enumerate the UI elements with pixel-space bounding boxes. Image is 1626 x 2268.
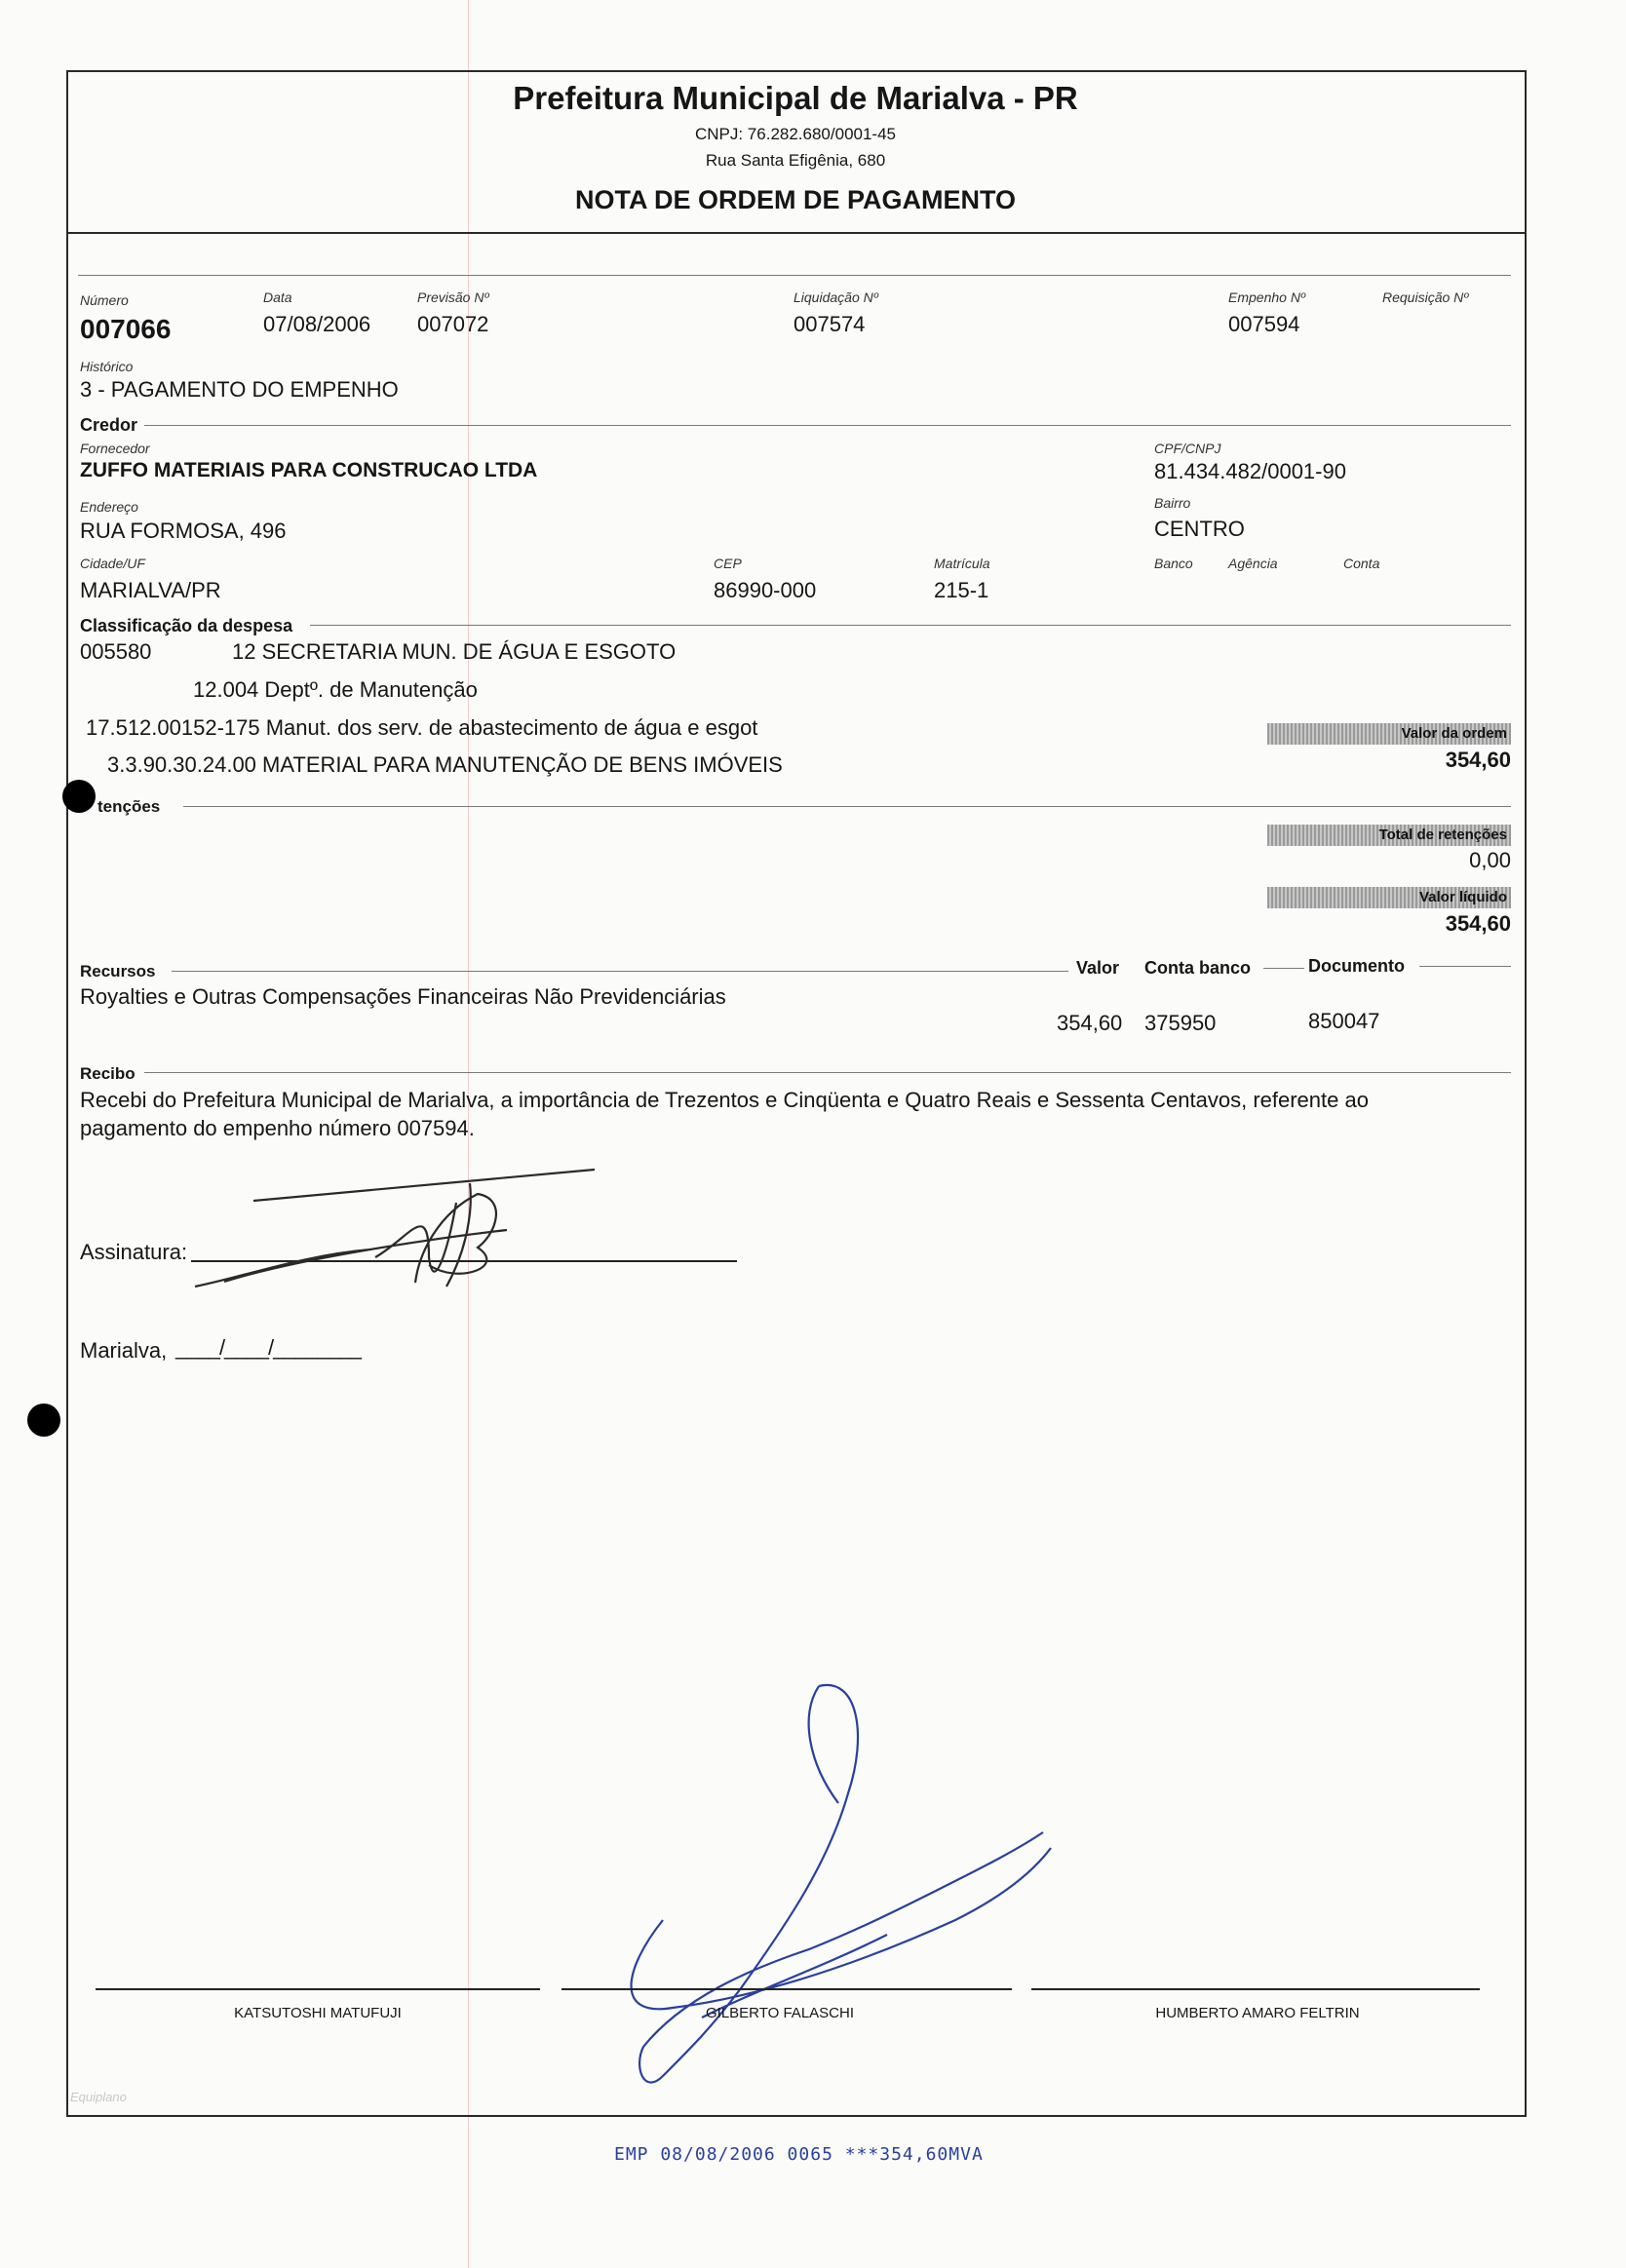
historico-label: Histórico: [80, 359, 134, 374]
recibo-text-line1: Recebi do Prefeitura Municipal de Marialva, a importância de Trezentos e Cinqüenta e Quatro Reais e Sessenta Centavos, referente ao: [80, 1088, 1369, 1112]
recibo-divider: [144, 1072, 1511, 1073]
agencia-label: Agência: [1228, 556, 1278, 571]
punch-hole-mark: [62, 780, 96, 813]
previsao-value: 007072: [417, 312, 489, 336]
municipality-title: Prefeitura Municipal de Marialva - PR: [513, 80, 1078, 116]
recursos-divider: [172, 971, 1068, 972]
previsao-label: Previsão Nº: [417, 289, 489, 305]
recursos-conta-label: Conta banco: [1144, 958, 1252, 978]
local-label: Marialva,: [80, 1338, 168, 1363]
recursos-documento-label: Documento: [1308, 956, 1405, 976]
ids-divider: [78, 275, 1511, 276]
punch-hole-mark-2: [27, 1403, 60, 1437]
data-value: 07/08/2006: [263, 312, 371, 336]
conta-label: Conta: [1343, 556, 1380, 571]
recursos-documento: 850047: [1308, 1009, 1380, 1033]
recursos-valor: 354,60: [1057, 1011, 1123, 1035]
numero-label: Número: [80, 292, 129, 308]
empenho-label: Empenho Nº: [1228, 289, 1306, 305]
classificacao-divider: [310, 625, 1511, 626]
recursos-header-tail: [1419, 966, 1511, 967]
empenho-value: 007594: [1228, 312, 1300, 336]
cidade-label: Cidade/UF: [80, 556, 145, 571]
header-divider: [66, 232, 1525, 234]
numero-value: 007066: [80, 314, 172, 344]
recibo-text-line2: pagamento do empenho número 007594.: [80, 1116, 475, 1140]
classificacao-code: 005580: [80, 639, 152, 664]
valor-ordem-label: Valor da ordem: [1267, 723, 1511, 745]
assinatura-label: Assinatura:: [80, 1240, 188, 1264]
total-retencoes-label: Total de retenções: [1267, 825, 1511, 846]
banco-label: Banco: [1154, 556, 1193, 571]
endereco-label: Endereço: [80, 499, 138, 515]
endereco-value: RUA FORMOSA, 496: [80, 519, 287, 543]
retencoes-divider: [183, 806, 1511, 807]
valor-liquido-value: 354,60: [1445, 911, 1511, 936]
authority-signature: [604, 1676, 1053, 2105]
date-blank: ____/____/________: [175, 1335, 361, 1360]
signature-line-3: [1031, 1988, 1480, 1990]
cidade-value: MARIALVA/PR: [80, 578, 221, 602]
bairro-value: CENTRO: [1154, 517, 1245, 541]
cep-value: 86990-000: [714, 578, 817, 602]
historico-value: 3 - PAGAMENTO DO EMPENHO: [80, 377, 399, 402]
liquidacao-label: Liquidação Nº: [794, 289, 878, 305]
document-title: NOTA DE ORDEM DE PAGAMENTO: [574, 185, 1016, 214]
signature-line-1: [96, 1988, 540, 1990]
matricula-label: Matrícula: [934, 556, 990, 571]
signature-line-2: [561, 1988, 1012, 1990]
municipality-cnpj: CNPJ: 76.282.680/0001-45: [694, 125, 897, 143]
classificacao-section-title: Classificação da despesa: [80, 616, 293, 635]
payment-stamp: EMP 08/08/2006 0065 ***354,60MVA: [614, 2144, 984, 2165]
matricula-value: 215-1: [934, 578, 989, 602]
bairro-label: Bairro: [1154, 495, 1191, 511]
classificacao-line4: 3.3.90.30.24.00 MATERIAL PARA MANUTENÇÃO DE BENS IMÓVEIS: [107, 752, 783, 777]
fornecedor-label: Fornecedor: [80, 441, 150, 456]
signatory-name-1: KATSUTOSHI MATUFUJI: [234, 2005, 402, 2021]
classificacao-line1: 12 SECRETARIA MUN. DE ÁGUA E ESGOTO: [232, 639, 677, 664]
software-watermark: Equiplano: [70, 2090, 127, 2104]
recursos-header-gap: [1263, 968, 1304, 969]
signatory-name-2: GILBERTO FALASCHI: [706, 2005, 854, 2021]
credor-section-title: Credor: [80, 415, 138, 435]
valor-liquido-label: Valor líquido: [1267, 887, 1511, 908]
cpf-label: CPF/CNPJ: [1154, 441, 1221, 456]
valor-ordem-value: 354,60: [1445, 748, 1511, 772]
fornecedor-value: ZUFFO MATERIAIS PARA CONSTRUCAO LTDA: [80, 459, 538, 481]
recursos-section-title: Recursos: [80, 962, 156, 980]
recibo-section-title: Recibo: [80, 1064, 136, 1083]
credor-divider: [144, 425, 1511, 426]
cep-label: CEP: [714, 556, 742, 571]
liquidacao-value: 007574: [794, 312, 866, 336]
classificacao-line2: 12.004 Deptº. de Manutenção: [193, 677, 478, 702]
recursos-conta: 375950: [1144, 1011, 1217, 1035]
data-label: Data: [263, 289, 292, 305]
requisicao-label: Requisição Nº: [1382, 289, 1469, 305]
recursos-valor-label: Valor: [1076, 958, 1120, 978]
retencoes-section-title: tenções: [97, 797, 161, 816]
classificacao-line3: 17.512.00152-175 Manut. dos serv. de abastecimento de água e esgot: [86, 715, 758, 740]
cpf-value: 81.434.482/0001-90: [1154, 459, 1346, 483]
signatory-name-3: HUMBERTO AMARO FELTRIN: [1155, 2005, 1360, 2021]
recursos-descricao: Royalties e Outras Compensações Financeiras Não Previdenciárias: [80, 984, 726, 1009]
receipt-signature: [185, 1140, 614, 1306]
total-retencoes-value: 0,00: [1469, 848, 1511, 872]
municipality-address: Rua Santa Efigênia, 680: [705, 151, 886, 170]
